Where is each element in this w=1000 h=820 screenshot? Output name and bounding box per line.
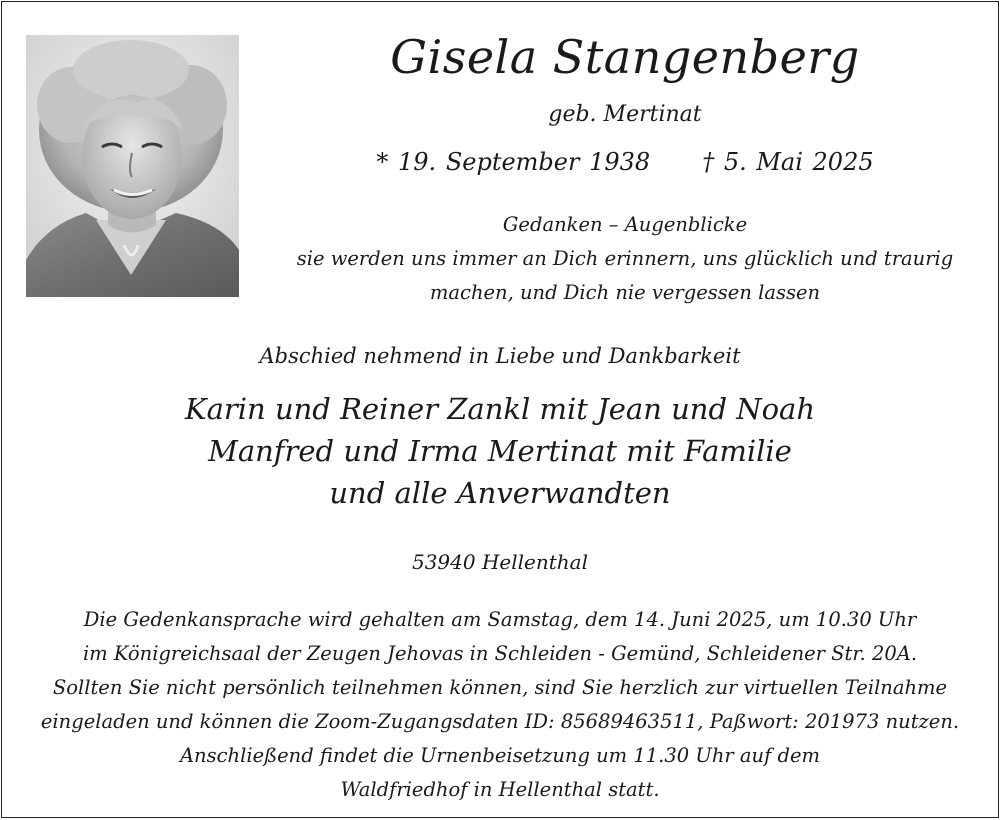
memorial-poem bbox=[252, 208, 998, 310]
notice-line: Die Gedenkansprache wird gehalten am Samstag, dem 14. Juni 2025, um 10.30 Uhr bbox=[83, 608, 917, 631]
portrait-photo bbox=[26, 35, 239, 297]
obituary-notice bbox=[1, 1, 999, 818]
poem-line: Gedanken – Augenblicke bbox=[502, 213, 748, 236]
mourner-line: und alle Anverwandten bbox=[329, 476, 671, 510]
service-notice bbox=[2, 603, 998, 739]
farewell-line: Abschied nehmend in Liebe und Dankbarkeit bbox=[259, 344, 741, 368]
poem-line: sie werden uns immer an Dich erinnern, uns glücklich und traurig bbox=[296, 247, 954, 270]
poem-line: machen, und Dich nie vergessen lassen bbox=[429, 281, 821, 304]
birth-date: * 19. September 1938 bbox=[376, 148, 651, 176]
burial-notice bbox=[2, 739, 998, 807]
mourners-list bbox=[2, 388, 998, 514]
notice-line: im Königreichsaal der Zeugen Jehovas in Schleiden - Gemünd, Schleidener Str. 20A. bbox=[82, 642, 918, 665]
location-line: 53940 Hellenthal bbox=[411, 550, 588, 574]
deceased-name: Gisela Stangenberg bbox=[390, 30, 860, 84]
life-dates bbox=[252, 148, 998, 176]
notice-line: Sollten Sie nicht persönlich teilnehmen können, sind Sie herzlich zur virtuellen Teilnahme bbox=[52, 676, 948, 699]
mourner-line: Karin und Reiner Zankl mit Jean und Noah bbox=[184, 392, 816, 426]
birth-name: geb. Mertinat bbox=[548, 102, 702, 127]
mourner-line: Manfred und Irma Mertinat mit Familie bbox=[208, 434, 792, 468]
notice-line: Anschließend findet die Urnenbeisetzung um 11.30 Uhr auf dem bbox=[179, 744, 821, 767]
notice-line: eingeladen und können die Zoom-Zugangsdaten ID: 85689463511, Paßwort: 201973 nutzen. bbox=[40, 710, 960, 733]
death-date: † 5. Mai 2025 bbox=[702, 148, 874, 176]
notice-line: Waldfriedhof in Hellenthal statt. bbox=[340, 778, 660, 801]
